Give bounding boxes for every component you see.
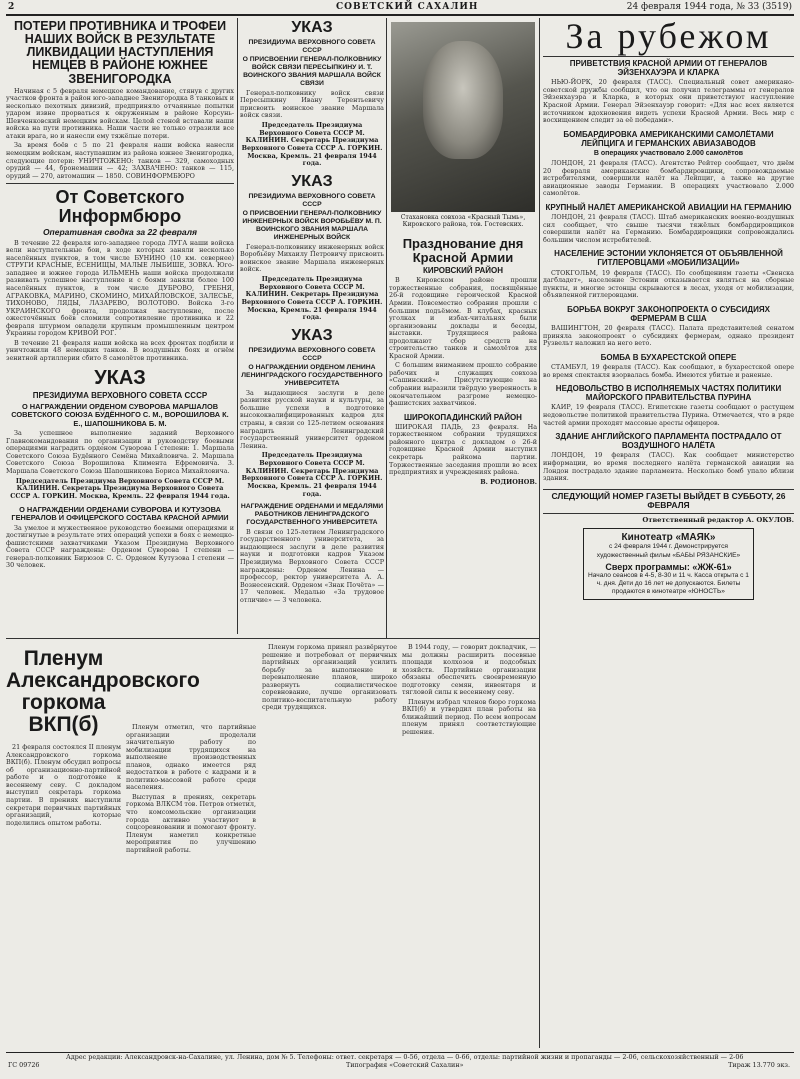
article-headline: БОМБА В БУХАРЕСТСКОЙ ОПЕРЕ (600, 352, 737, 362)
decree-text: За выдающиеся заслуги в деле развития русской науки и культуры, за большие успехи в подготовке высококвалифицированных кадров для страны, в связи со 125-летием основания наградить Ленинградский государственный университет орденом Ленина. (240, 388, 384, 450)
article-text: Пленум отметил, что партийные организации проделали значительную работу по мобилизации трудящихся на выполнение производственных планов, однако имеется ряд недостатков в работе с кадрами и в политико-массовой работе среди населения. (126, 723, 256, 792)
column-rule (237, 18, 238, 634)
article-text: СТАМБУЛ, 19 февраля (ТАСС). Как сообщают, в бухарестской опере во время спектакля взорвалась бомба. Имеются убитые и раненые. (543, 362, 794, 379)
advert-text: Начало сеансов в 4-5, 8-30 и 11 ч. Касса открыта с 1 ч. дня. Дети до 16 лет не допускаются. Билеты продаются в кинотеатре «ЮНОСТЬ» (588, 571, 749, 596)
decree-title: О НАГРАЖДЕНИИ ОРДЕНОМ СУВОРОВА МАРШАЛОВ СОВЕТСКОГО СОЮЗА БУДЁННОГО С. М., ВОРОШИЛОВА К. Е., ШАПОШНИКОВА Б. М. (11, 401, 229, 428)
column-3 (389, 214, 537, 634)
article-subtitle: ШИРОКОПАДИНСКИЙ РАЙОН (404, 412, 522, 422)
decree-subtitle: ПРЕЗИДИУМА ВЕРХОВНОГО СОВЕТА СССР (32, 391, 208, 401)
award-headline: НАГРАЖДЕНИЕ ОРДЕНАМИ И МЕДАЛЯМИ РАБОТНИКОВ ЛЕНИНГРАДСКОГО ГОСУДАРСТВЕННОГО УНИВЕРСИТЕТА (240, 503, 384, 526)
page-footer (6, 1052, 794, 1077)
next-issue-notice: СЛЕДУЮЩИЙ НОМЕР ГАЗЕТЫ ВЫЙДЕТ В СУББОТУ, 26 ФЕВРАЛЯ (543, 489, 794, 515)
stakhanovite-photo (391, 22, 535, 212)
article-text: С большим вниманием прошло собрание рабочих и служащих совхоза «Сашинский». Присутствующие на собрании выразили твёрдую уверенность в окончательном разгроме немецко-фашистских захватчиков. (389, 361, 537, 408)
photo-caption: Стахановка совхоза «Красный Тымь», Кировского района, тов. Гостевских. (400, 214, 526, 229)
decree-subtitle: ПРЕЗИДИУМА ВЕРХОВНОГО СОВЕТА СССР (248, 346, 376, 362)
plenum-headline: Пленум Александровского горкома ВКП(б) (6, 647, 200, 737)
article-headline: БОМБАРДИРОВКА АМЕРИКАНСКИМИ САМОЛЁТАМИ ЛЕЙПЦИГА И ГЕРМАНСКИХ АВИАЗАВОДОВ (563, 129, 774, 148)
article-subtitle: КИРОВСКИЙ РАЙОН (422, 266, 504, 276)
column-1 (6, 20, 234, 632)
article-text: СТОКГОЛЬМ, 19 февраля (ТАСС). По сообщениям газеты «Свенска дагбладет», население Эстонии отказывается являться на сборные пункты, и многие эстонцы скрываются в лесах, уходя от мобилизации, объявленной гитлеровцами. (543, 268, 794, 300)
section-title: За рубежом (565, 16, 772, 56)
section-rule (6, 638, 539, 639)
article-text: ШИРОКАЯ ПАДЬ, 23 февраля. На торжественном собрании трудящихся районного центра с докладом о 26-й годовщине Красной Армии выступил секретарь райкома партии. Торжественные заседания прошли во всех предприятиях и учреждениях района. (389, 422, 537, 477)
portrait-shape (423, 41, 504, 159)
footer-address: Адрес редакции: Александровск-на-Сахалине, ул. Ленина, дом № 5. Телефоны: ответ. секретаря — 0-56, отдела — 0-66, отделы: партийной жизни и пропаганды — 2-06, сельскохозяйственный — 2-06 (66, 1053, 744, 1061)
award-text: За умелое и мужественное руководство боевыми операциями и достигнутые в результате этих операций успехи в боях с немецко-фашистскими захватчиками Указом Президиума Верховного Совета СССР награждены: Орденом Суворова I степени — генерал-полковник Бирюзов С. С. Орденом Кутузова I степени — 30 человек. (6, 523, 234, 570)
paper-name: СОВЕТСКИЙ САХАЛИН (336, 2, 479, 12)
column-4 (543, 18, 794, 1048)
award-headline: О НАГРАЖДЕНИИ ОРДЕНАМИ СУВОРОВА И КУТУЗОВА ГЕНЕРАЛОВ И ОФИЦЕРСКОГО СОСТАВА КРАСНОЙ АРМИИ (11, 504, 229, 523)
article-headline: КРУПНЫЙ НАЛЁТ АМЕРИКАНСКОЙ АВИАЦИИ НА ГЕРМАНИЮ (545, 202, 792, 212)
issue-date: 24 февраля 1944 года, № 33 (3519) (626, 2, 792, 12)
article-text: За время боёв с 5 по 21 февраля наши войска нанесли немецким войскам, наступавшим из района южнее Звенигородка, следующие потери: УНИЧТОЖЕНО: танков — 329, самоходных орудий — 44, бронемашин — 42; ЗАХВАЧЕНО: танков — 115, орудий — 270, автомашин — 1850. СОВИНФОРМБЮРО (6, 141, 234, 180)
decree-signature: Председатель Президиума Верховного Совета СССР М. КАЛИНИН. Секретарь Президиума Верховного Совета СССР А. ГОРКИН. Москва, Кремль. 21 февраля 1944 года. (241, 120, 383, 168)
cinema-advert (583, 528, 754, 600)
decree-subtitle: ПРЕЗИДИУМА ВЕРХОВНОГО СОВЕТА СССР (248, 38, 376, 54)
decree-signature: Председатель Президиума Верховного Совета СССР М. КАЛИНИН. Секретарь Президиума Верховного Совета СССР А. ГОРКИН. Москва, Кремль. 21 февраля 1944 года. (241, 451, 383, 498)
article-text: Пленум избрал членов бюро горкома ВКП(б) и утвердил план работы на ближайший период. По всем вопросам пленум принял соответствующие решения. (402, 697, 536, 737)
article-text: В течение 21 февраля наши войска на всех фронтах подбили и уничтожили 48 немецких танков. В воздушных боях и огнём зенитной артиллерии сбито 8 самолётов противника. (6, 338, 234, 362)
masthead (6, 2, 794, 16)
newspaper-page (6, 2, 794, 1077)
decree-heading: УКАЗ (94, 367, 146, 390)
page-number: 2 (8, 2, 15, 12)
advert-text: с 24 февраля 1944 г. Демонстрируется художественный фильм «БАБЫ РЯЗАНСКИЕ» (596, 543, 741, 559)
article-text: Начиная с 5 февраля немецкое командование, стянув с других участков фронта в район юго-западнее Звенигородка 8 танковых и несколько пехотных дивизий, предприняло отчаянные попытки ударом извне прорваться к окруженным в районе Корсунь-Шевченковский немецким войскам. Целой стеной вставали наши войска на пути противника. Наши части не только отразили все атаки врага, но и нанесли ему тяжёлые потери. (6, 86, 234, 140)
decree-subtitle: ПРЕЗИДИУМА ВЕРХОВНОГО СОВЕТА СССР (248, 192, 376, 208)
article-signature: В. РОДИОНОВ. (480, 477, 537, 486)
article-text: Пленум горкома принял развёрнутое решение и потребовал от первичных партийных организаций усилить борьбу за выполнение и перевыполнение планов, широко развернуть социалистическое соревнование, лучше организовать политико-воспитательную работу среди трудящихся. (262, 643, 397, 712)
footer-code: ГС 09726 (8, 1061, 40, 1069)
article-text: ЛОНДОН, 19 февраля (ТАСС). Как сообщает министерство информации, во время последнего налёта германской авиации на Лондон пострадало здание парламента. Несколько бомб упало вблизи здания. (543, 451, 794, 483)
decree-signature: Председатель Президиума Верховного Совета СССР М. КАЛИНИН. Секретарь Президиума Верховного Совета СССР А. ГОРКИН. Москва, Кремль. 21 февраля 1944 года. (241, 274, 383, 322)
footer-circulation: Тираж 13.770 экз. (728, 1061, 790, 1069)
article-text: 21 февраля состоялся II пленум Александровского горкома ВКП(б). Пленум обсудил вопросы об организационно-партийной работе и о подготовке к весеннему севу. С докладом выступил секретарь горкома партии. В прениях выступили секретари первичных партийных организаций, которые поделились опытом работы. (6, 743, 121, 827)
article-subtitle: В операциях участвовало 2.000 самолётов (593, 150, 744, 158)
article-text: ЛОНДОН, 21 февраля (ТАСС). Агентство Рейтер сообщает, что днём 20 февраля американские бомбардировщики, сопровождаемые истребителями, совершили налёт на Лейпциг, а также на другие авиационные заводы Германии. В операциях участвовало 2.000 самолётов. (543, 159, 794, 198)
article-text: Выступая в прениях, секретарь горкома ВЛКСМ тов. Петров отметил, что комсомольские организации города активно участвуют в соцсоревновании и помогают фронту. Пленум наметил конкретные мероприятия по улучшению партийной работы. (126, 792, 256, 854)
decree-signature: Председатель Президиума Верховного Совета СССР М. КАЛИНИН. Секретарь Президиума Верховного Совета СССР А. ГОРКИН. Москва, Кремль. 22 февраля 1944 года. (10, 476, 230, 500)
article-text: В Кировском районе прошли торжественные собрания, посвящённые 26-й годовщине героической Красной Армии. Повсеместно собрания прошли с большим подъёмом. В клубах, красных уголках и избах-читальнях были организованы доклады и беседы, выставки. Трудящиеся района продолжают сбор средств на строительство танков и самолётов для Красной Армии. (389, 276, 537, 360)
informburo-subtitle: Оперативная сводка за 22 февраля (42, 226, 198, 237)
divider (6, 183, 234, 184)
article-text: В течение 22 февраля юго-западнее города ЛУГА наши войска вели наступательные бои, в ходе которых заняли несколько населённых пунктов, в том числе БУНИНО (10 км. севернее) СТРУГИ КРАСНЫЕ, ЕСЕНИЩЫ, МАЛЫЕ ЛЫБИШЕ, ЗОВКА. Юго-западнее и южнее города ИЛЬМЕНЬ наши войска продолжали развивать успешное наступление и с боями заняли более 100 населённых пунктов, в том числе ДУБРОВО, ГРЕБНЯ, АГРАКОВКА, МАРИНО, СКОМИНО, МИХАЙЛОВСКОЕ, ЗАЛЕСЬЕ, ТИХОНОВО, ЛЯДЫ, ЛАЗАРЕВО, ВОЛОТОВО. Войска 3-го УКРАИНСКОГО фронта, продолжая наступление, после ожесточённых боёв сломили сопротивление противника и 22 февраля штурмом овладели крупным промышленным центром Украины городом КРИВОЙ РОГ. (6, 238, 234, 338)
footer-printer: Типография «Советский Сахалин» (346, 1061, 464, 1069)
decree-text: Генерал-полковнику войск связи Пересыпкину Ивану Терентьевичу присвоить воинское звание Маршала войск связи. (240, 88, 384, 120)
advert-title: Сверх программы: «ЖЖ-61» (605, 561, 732, 572)
article-text: ВАШИНГТОН, 20 февраля (ТАСС). Палата представителей сенатом приняла законопроект о субсидиях фермерам, однако президент Рузвельт наложил на него вето. (543, 324, 794, 348)
article-text: КАИР, 19 февраля (ТАСС). Египетские газеты сообщают о растущем недовольстве политикой правительства Пурина. Отмечается, что в ряде частей армии проходят массовые аресты офицеров. (543, 403, 794, 427)
award-text: В связи со 125-летием Ленинградского государственного университета, за выдающиеся заслуги в деле развития науки и подготовки кадров Указом Президиума Верховного Совета СССР награждены: Орденом Ленина — профессор, ректор университета А. А. Вознесенский. Орденом «Знак Почёта» — 17 человек. Медалью «За трудовое отличие» — 3 человека. (240, 527, 384, 604)
article-headline: НАСЕЛЕНИЕ ЭСТОНИИ УКЛОНЯЕТСЯ ОТ ОБЪЯВЛЕННОЙ ГИТЛЕРОВЦАМИ «МОБИЛИЗАЦИИ» (554, 249, 783, 268)
article-text: ЛОНДОН, 21 февраля (ТАСС). Штаб американских военно-воздушных сил сообщает, что свыше тысячи тяжёлых бомбардировщиков совершили налёт на Германию. Бомбардировщики сопровождались большим числом истребителей. (543, 213, 794, 244)
column-rule (386, 18, 387, 638)
column-2 (240, 20, 384, 632)
advert-title: Кинотеатр «МАЯК» (621, 532, 716, 544)
article-headline: ПРИВЕТСТВИЯ КРАСНОЙ АРМИИ ОТ ГЕНЕРАЛОВ ЭЙЗЕНХАУЭРА И КЛАРКА (569, 59, 768, 78)
article-headline: БОРЬБА ВОКРУГ ЗАКОНОПРОЕКТА О СУБСИДИЯХ ФЕРМЕРАМ В США (567, 304, 770, 323)
plenum-column-3 (262, 642, 397, 1048)
plenum-column-2 (126, 722, 256, 1048)
plenum-column-4 (402, 642, 536, 1048)
editor-line: Ответственный редактор А. ОКУЛОВ. (642, 516, 794, 525)
decree-heading: УКАЗ (291, 19, 333, 36)
decree-title: О ПРИСВОЕНИИ ГЕНЕРАЛ-ПОЛКОВНИКУ ВОЙСК СВЯЗИ ПЕРЕСЫПКИНУ И. Т. ВОИНСКОГО ЗВАНИЯ МАРШАЛА ВОЙСК СВЯЗИ (242, 56, 382, 87)
informburo-headline: От Советского Информбюро (55, 187, 185, 227)
divider (543, 56, 794, 57)
decree-heading: УКАЗ (291, 172, 333, 190)
decree-title: О ПРИСВОЕНИИ ГЕНЕРАЛ-ПОЛКОВНИКУ ИНЖЕНЕРНЫХ ВОЙСК ВОРОБЬЁВУ М. П. ВОИНСКОГО ЗВАНИЯ МАРШАЛА ИНЖЕНЕРНЫХ ВОЙСК (242, 210, 382, 241)
decree-title: О НАГРАЖДЕНИИ ОРДЕНОМ ЛЕНИНА ЛЕНИНГРАДСКОГО ГОСУДАРСТВЕННОГО УНИВЕРСИТЕТА (241, 364, 383, 388)
article-headline: ЗДАНИЕ АНГЛИЙСКОГО ПАРЛАМЕНТА ПОСТРАДАЛО ОТ ВОЗДУШНОГО НАЛЁТА (555, 432, 782, 451)
article-headline: Празднование дня Красной Армии (402, 235, 524, 265)
column-rule (539, 18, 540, 1048)
article-headline: ПОТЕРИ ПРОТИВНИКА И ТРОФЕИ НАШИХ ВОЙСК В РЕЗУЛЬТАТЕ ЛИКВИДАЦИИ НАСТУПЛЕНИЯ НЕМЦЕВ В РАЙОНЕ ЮЖНЕЕ ЗВЕНИГОРОДКА (13, 19, 227, 86)
decree-heading: УКАЗ (291, 326, 333, 344)
article-text: НЬЮ-ЙОРК, 20 февраля (ТАСС). Специальный совет американо-советской дружбы сообщил, что он получил телеграммы от генералов Эйзенхауэра и Кларка, в которых они приветствуют наступление Красной Армии. Генерал Эйзенхауэр говорит: «Для нас всех является источником вдохновения видеть успехи Красной Армии. Весь мир с восхищением следит за её победами». (543, 78, 794, 125)
article-text: В 1944 году, — говорит докладчик, — мы должны расширить посевные площади колхозов и подсобных хозяйств. Партийные организации обязаны обеспечить своевременную подготовку семян, инвентаря и тягловой силы к весеннему севу. (402, 643, 536, 697)
decree-text: За успешное выполнение заданий Верховного Главнокомандования по организации и руководству боевыми операциями наградить орденом Суворова I степени: 1. Маршала Советского Союза Будённого Семёна Михайловича. 2. Маршала Советского Союза Ворошилова Климента Ефремовича. 3. Маршала Советского Союза Шапошникова Бориса Михайловича. (6, 429, 234, 475)
article-headline: НЕДОВОЛЬСТВО В ИСПОЛНЯЕМЫХ ЧАСТЯХ ПОЛИТИКИ МАЙОРСКОГО ПРАВИТЕЛЬСТВА ПУРИНА (555, 384, 782, 403)
decree-text: Генерал-полковнику инженерных войск Воробьёву Михаилу Петровичу присвоить воинское звание Маршала инженерных войск. (240, 242, 384, 274)
